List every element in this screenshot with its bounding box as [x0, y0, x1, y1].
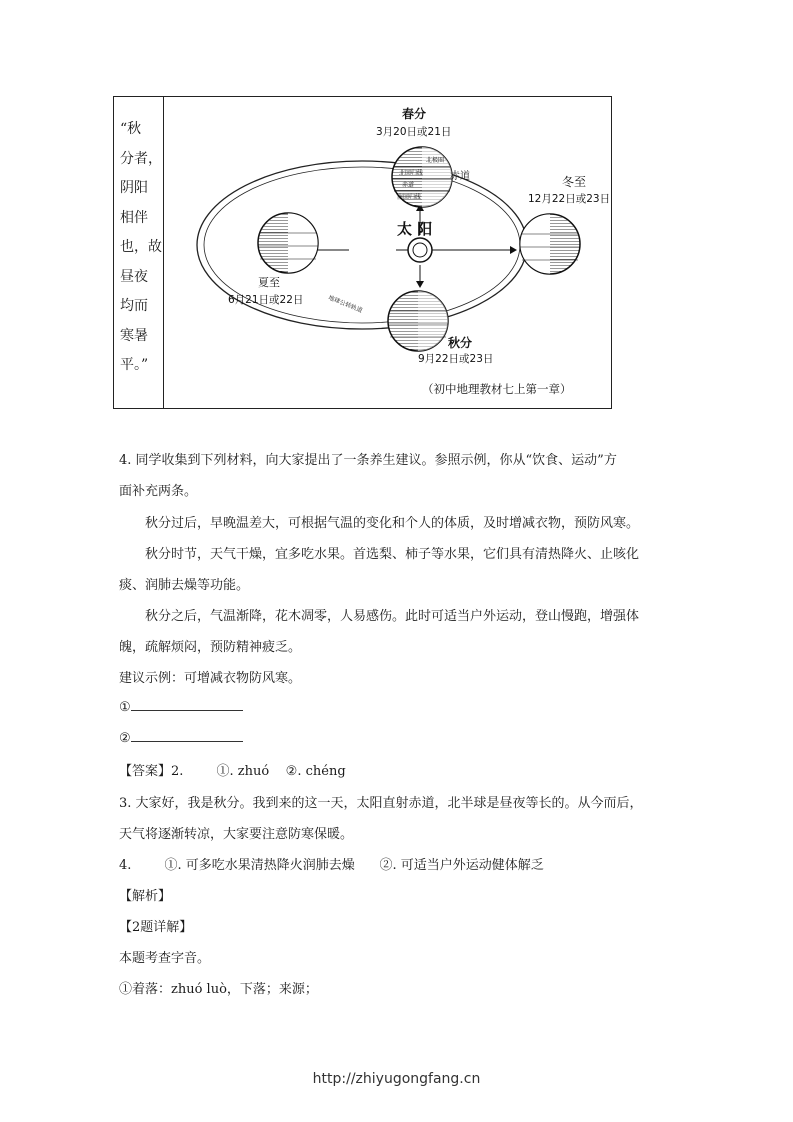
suggestion-example: 建议示例：可增减衣物防风寒。 — [119, 671, 302, 686]
globe-label-tropic-capricorn: 南回归线 — [397, 194, 422, 201]
orbit-label: 地球公转轨道 — [327, 294, 364, 315]
material-paragraph-2-line2: 痰、润肺去燥等功能。 — [119, 578, 250, 593]
quote-line: “秋 — [120, 121, 142, 137]
winter-date: 12月22日或23日 — [528, 193, 611, 205]
material-paragraph-3-line2: 魄，疏解烦闷，预防精神疲乏。 — [119, 640, 302, 655]
quote-line: 平。” — [120, 357, 149, 373]
sun-icon — [408, 238, 432, 262]
material-paragraph-3-line1: 秋分之后，气温渐降，花木凋零，人易感伤。此时可适当户外运动，登山慢跑，增强体 — [145, 609, 640, 624]
globe-label-tropic-cancer: 北回归线 — [399, 170, 424, 177]
earth-orbit-diagram — [164, 97, 612, 408]
summer-globe-icon — [258, 213, 318, 273]
summer-date: 6月21日或22日 — [228, 294, 304, 306]
quote-line: 也，故 — [120, 239, 162, 255]
sun-label: 太 阳 — [397, 220, 433, 238]
source-caption: （初中地理教材七上第一章） — [422, 382, 572, 396]
answer-4: 4. ①. 可多吃水果清热降火润肺去燥 ②. 可适当户外运动健体解乏 — [119, 858, 544, 873]
spring-title: 春分 — [402, 107, 427, 121]
winter-title: 冬至 — [562, 175, 587, 189]
autumn-title: 秋分 — [448, 336, 473, 350]
quote-line: 相伴 — [120, 209, 148, 226]
globe-label-equator: 赤道 — [402, 182, 415, 189]
answer-heading: 【答案】2. ①. zhuó ②. chéng — [119, 764, 346, 779]
autumn-date: 9月22日或23日 — [418, 353, 494, 365]
answer-blank-2[interactable] — [119, 729, 243, 746]
equator-label: 赤道 — [450, 171, 470, 182]
quote-cell — [114, 97, 164, 408]
analysis-heading: 【解析】 — [119, 889, 172, 904]
blank-marker: ② — [119, 731, 131, 746]
detail-item-1: ①着落：zhuó luò，下落；来源； — [119, 982, 318, 997]
material-paragraph-1: 秋分过后，早晚温差大，可根据气温的变化和个人的体质，及时增减衣物，预防风寒。 — [145, 516, 640, 531]
globe-label-arctic: 北极圈 — [426, 157, 445, 164]
quote-line: 寒暑 — [120, 327, 148, 344]
autumn-globe-icon — [388, 291, 448, 351]
detail-heading: 【2题详解】 — [119, 920, 193, 935]
answer-3-line2: 天气将逐渐转凉，大家要注意防寒保暖。 — [119, 827, 354, 842]
material-paragraph-2-line1: 秋分时节，天气干燥，宜多吃水果。首选梨、柿子等水果，它们具有清热降火、止咳化 — [145, 547, 640, 562]
summer-title: 夏至 — [258, 276, 280, 289]
detail-text: 本题考查字音。 — [119, 951, 211, 966]
spring-date: 3月20日或21日 — [376, 126, 452, 138]
quote-line: 分者， — [120, 150, 162, 167]
blank-line[interactable] — [131, 729, 243, 742]
quote-line: 昼夜 — [120, 268, 148, 285]
quote-line: 均而 — [120, 298, 148, 314]
quote-line: 阴阳 — [120, 180, 148, 196]
blank-marker: ① — [119, 700, 131, 715]
answer-blank-1[interactable] — [119, 698, 243, 715]
answer-3-line1: 3. 大家好，我是秋分。我到来的这一天，太阳直射赤道，北半球是昼夜等长的。从今而后， — [119, 796, 643, 811]
figure-table — [113, 96, 612, 409]
footer-url[interactable]: http://zhiyugongfang.cn — [312, 1071, 481, 1087]
blank-line[interactable] — [131, 698, 243, 711]
question-4-line2: 面补充两条。 — [119, 484, 198, 499]
question-4-line1: 4. 同学收集到下列材料，向大家提出了一条养生建议。参照示例，你从“饮食、运动”方 — [119, 453, 617, 468]
winter-globe-icon — [520, 214, 580, 274]
orbit-diagram-cell — [164, 97, 611, 408]
